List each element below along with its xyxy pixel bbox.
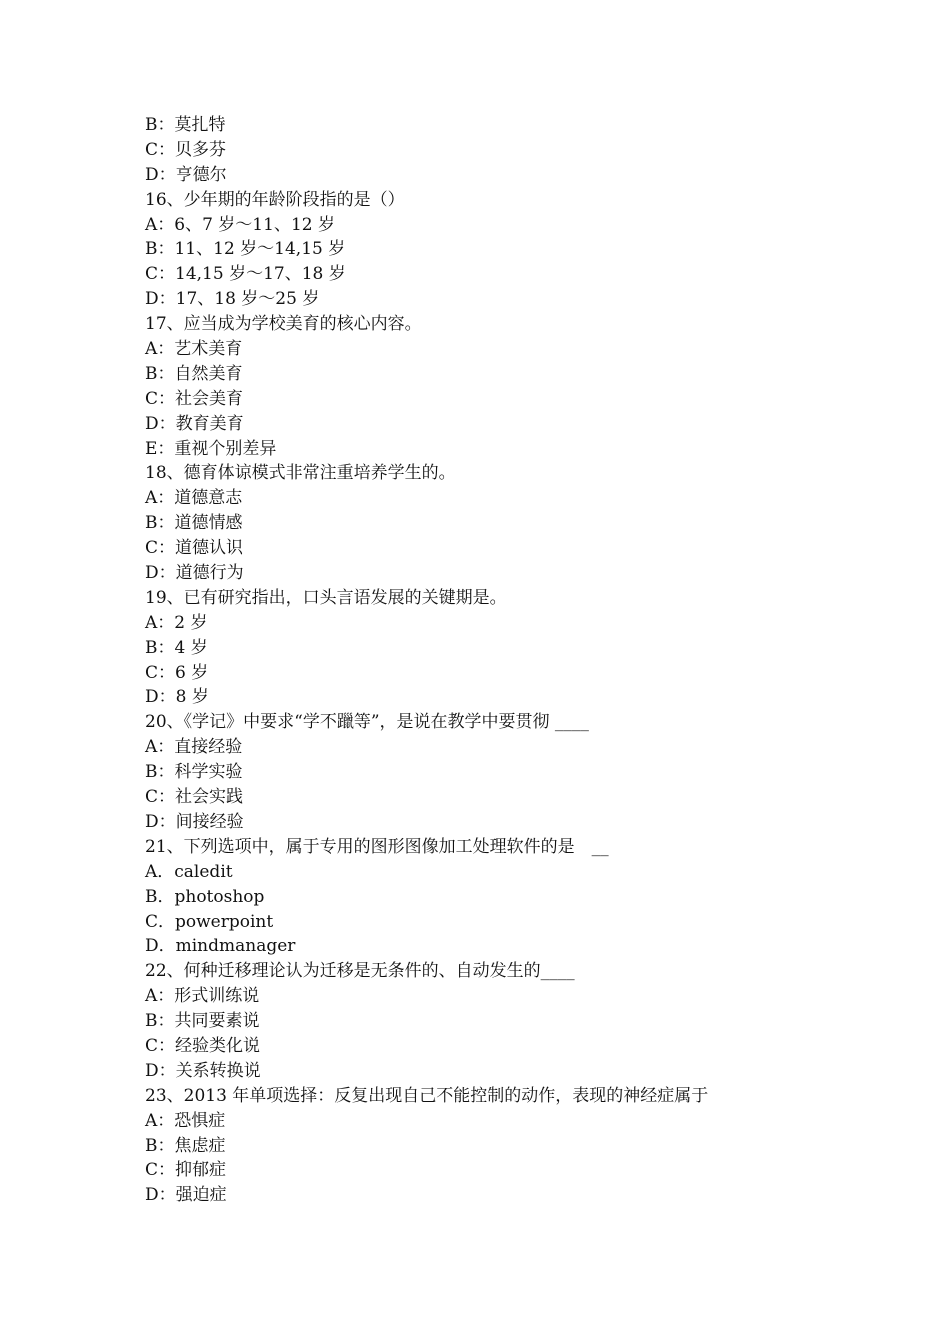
- option-line: A：艺术美育: [145, 339, 243, 360]
- option-line: D：间接经验: [145, 811, 244, 832]
- text-line: B：莫扎特: [145, 115, 226, 135]
- option-line: B：4 岁: [145, 637, 208, 658]
- option-line: A：直接经验: [145, 737, 243, 758]
- option-line: A．caledit: [145, 861, 233, 882]
- question-line: 19、已有研究指出，口头言语发展的关键期是。: [145, 587, 507, 608]
- option-line: B：焦虑症: [145, 1135, 226, 1156]
- option-line: D：关系转换说: [145, 1060, 261, 1081]
- option-line: B．photoshop: [145, 886, 265, 907]
- option-line: E：重视个别差异: [145, 438, 277, 459]
- option-line: B：自然美育: [145, 363, 243, 384]
- question-line: 18、德育体谅模式非常注重培养学生的。: [145, 463, 456, 484]
- option-line: B：科学实验: [145, 762, 243, 783]
- option-line: B：道德情感: [145, 513, 243, 534]
- option-line: C：6 岁: [145, 662, 209, 683]
- option-line: A：恐惧症: [145, 1110, 226, 1131]
- option-line: B：11、12 岁～14,15 岁: [145, 239, 346, 260]
- option-line: C：经验类化说: [145, 1035, 261, 1056]
- option-line: D：教育美育: [145, 413, 244, 434]
- option-line: A：道德意志: [145, 488, 243, 509]
- option-line: D：17、18 岁～25 岁: [145, 289, 320, 310]
- option-line: C：社会实践: [145, 787, 244, 808]
- option-line: B：共同要素说: [145, 1011, 260, 1032]
- option-line: D．mindmanager: [145, 936, 296, 957]
- option-line: C：社会美育: [145, 388, 244, 409]
- option-line: A：2 岁: [145, 612, 208, 633]
- question-line: 21、下列选项中，属于专用的图形图像加工处理软件的是 __: [145, 836, 609, 857]
- option-line: A：形式训练说: [145, 986, 260, 1007]
- option-line: D：8 岁: [145, 687, 209, 708]
- text-line: D：亨德尔: [145, 164, 227, 185]
- question-line: 17、应当成为学校美育的核心内容。: [145, 314, 422, 335]
- question-line: 22、何种迁移理论认为迁移是无条件的、自动发生的____: [145, 961, 575, 982]
- question-line: 20、《学记》中要求“学不躐等”，是说在教学中要贯彻 ____: [145, 712, 589, 733]
- option-line: C：14,15 岁～17、18 岁: [145, 264, 346, 285]
- question-line: 16、少年期的年龄阶段指的是（）: [145, 189, 405, 210]
- document-page: [145, 113, 825, 1208]
- option-line: D：道德行为: [145, 563, 244, 584]
- question-line: 23、2013 年单项选择：反复出现自己不能控制的动作，表现的神经症属于: [145, 1085, 709, 1106]
- option-line: C：抑郁症: [145, 1160, 227, 1181]
- option-line: C：道德认识: [145, 538, 244, 559]
- option-line: C．powerpoint: [145, 911, 274, 932]
- option-line: D：强迫症: [145, 1185, 227, 1206]
- option-line: A：6、7 岁～11、12 岁: [145, 214, 335, 235]
- text-line: C：贝多芬: [145, 139, 227, 160]
